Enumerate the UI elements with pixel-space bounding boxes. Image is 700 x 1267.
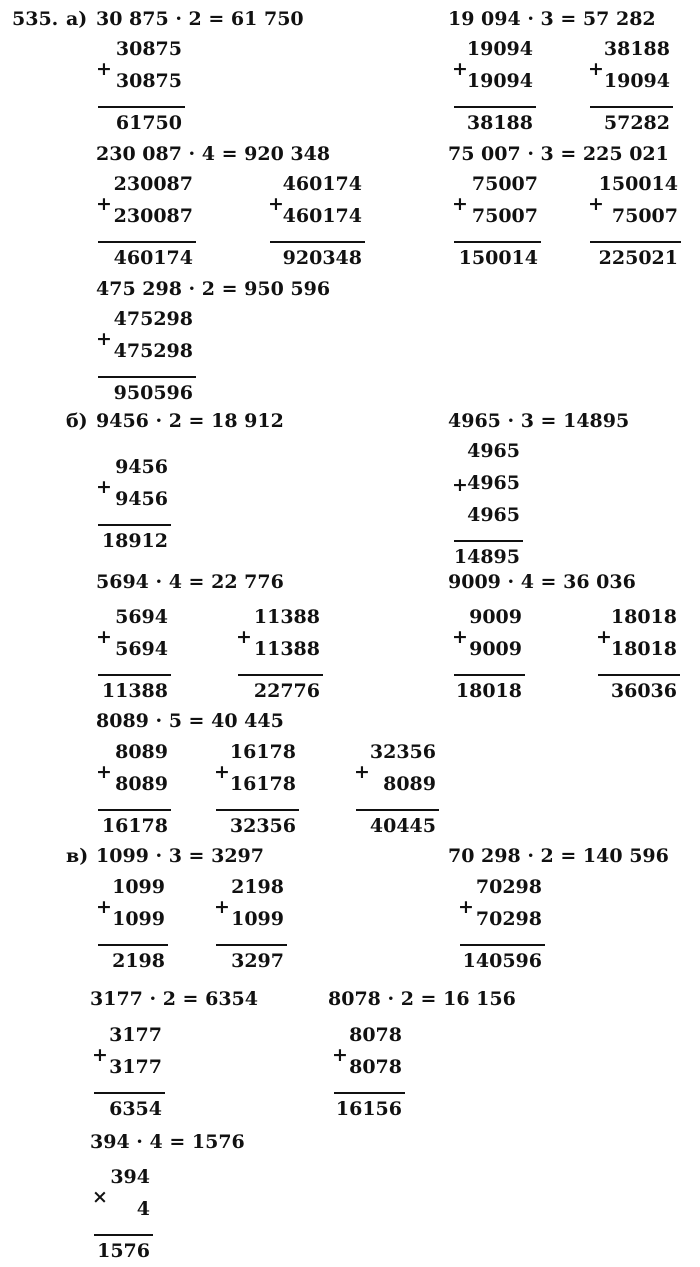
operand: 460174 [282,173,362,195]
sum-line [98,524,171,526]
equation: 9456 · 2 = 18 912 [96,410,284,432]
plus-sign: + [268,193,284,215]
equation: 9009 · 4 = 36 036 [448,571,636,593]
sum-line [454,241,541,243]
operand: 1099 [231,908,284,930]
plus-sign: + [354,761,370,783]
sum-line [94,1092,165,1094]
result: 22776 [253,680,320,702]
operand: 9009 [469,606,522,628]
sum-line [356,809,439,811]
sum-line [216,944,287,946]
result: 57282 [603,112,670,134]
operand: 5694 [115,606,168,628]
part-label-a: а) [66,8,88,30]
sum-line [98,809,171,811]
operand: 30875 [115,70,182,92]
equation: 8089 · 5 = 40 445 [96,710,284,732]
result: 16156 [335,1098,402,1120]
result: 36036 [610,680,677,702]
equation: 394 · 4 = 1576 [90,1131,245,1153]
equation: 4965 · 3 = 14895 [448,410,630,432]
operand: 16178 [229,741,296,763]
result: 32356 [229,815,296,837]
equation: 19 094 · 3 = 57 282 [448,8,656,30]
operand: 230087 [113,173,193,195]
plus-sign: + [332,1044,348,1066]
part-label-b: б) [66,410,88,432]
operand: 1099 [112,908,165,930]
operand: 75007 [471,173,538,195]
operand: 11388 [253,606,320,628]
equation: 70 298 · 2 = 140 596 [448,845,669,867]
operand: 150014 [598,173,678,195]
operand: 8078 [349,1056,402,1078]
equation: 1099 · 3 = 3297 [96,845,264,867]
operand: 1099 [112,876,165,898]
plus-sign: + [96,476,112,498]
equation: 75 007 · 3 = 225 021 [448,143,669,165]
result: 11388 [101,680,168,702]
operand: 18018 [610,638,677,660]
operand: 9456 [115,488,168,510]
plus-sign: + [458,896,474,918]
part-label-v: в) [66,845,89,867]
plus-sign: + [96,896,112,918]
result: 6354 [109,1098,162,1120]
result: 61750 [115,112,182,134]
sum-line [98,674,171,676]
equation: 8078 · 2 = 16 156 [328,988,516,1010]
operand: 3177 [109,1056,162,1078]
operand: 4965 [467,472,520,494]
result: 1576 [97,1240,150,1262]
operand: 18018 [610,606,677,628]
sum-line [454,540,523,542]
sum-line [454,674,525,676]
operand: 4965 [467,504,520,526]
operand: 75007 [611,205,678,227]
sum-line [460,944,545,946]
operand: 460174 [282,205,362,227]
plus-sign: + [214,761,230,783]
operand: 2198 [231,876,284,898]
operand: 30875 [115,38,182,60]
plus-sign: + [452,58,468,80]
result: 38188 [466,112,533,134]
problem-number: 535. [12,8,59,30]
result: 40445 [369,815,436,837]
sum-line [98,376,196,378]
result: 225021 [598,247,678,269]
plus-sign: + [96,626,112,648]
operand: 32356 [369,741,436,763]
sum-line [590,106,673,108]
result: 16178 [101,815,168,837]
operand: 70298 [475,876,542,898]
operand: 394 [110,1166,150,1188]
plus-sign: + [452,474,468,496]
multiply-sign: × [92,1186,108,1208]
operand: 70298 [475,908,542,930]
result: 920348 [282,247,362,269]
plus-sign: + [214,896,230,918]
operand: 11388 [253,638,320,660]
operand: 19094 [603,70,670,92]
result: 460174 [113,247,193,269]
operand: 8089 [115,741,168,763]
plus-sign: + [452,626,468,648]
plus-sign: + [596,626,612,648]
plus-sign: + [588,58,604,80]
result: 18018 [455,680,522,702]
sum-line [270,241,365,243]
operand: 8089 [383,773,436,795]
plus-sign: + [96,328,112,350]
operand: 8078 [349,1024,402,1046]
sum-line [334,1092,405,1094]
result: 2198 [112,950,165,972]
equation: 475 298 · 2 = 950 596 [96,278,331,300]
equation: 230 087 · 4 = 920 348 [96,143,331,165]
operand: 38188 [603,38,670,60]
result: 950596 [113,382,193,404]
sum-line [216,809,299,811]
operand: 3177 [109,1024,162,1046]
operand: 16178 [229,773,296,795]
result: 140596 [462,950,542,972]
operand: 9456 [115,456,168,478]
equation: 5694 · 4 = 22 776 [96,571,284,593]
sum-line [598,674,680,676]
operand: 19094 [466,38,533,60]
sum-line [454,106,536,108]
result: 18912 [101,530,168,552]
sum-line [238,674,323,676]
operand: 9009 [469,638,522,660]
operand: 475298 [113,340,193,362]
operand: 75007 [471,205,538,227]
plus-sign: + [96,761,112,783]
sum-line [98,241,196,243]
operand: 230087 [113,205,193,227]
equation: 3177 · 2 = 6354 [90,988,258,1010]
plus-sign: + [588,193,604,215]
operand: 4 [136,1198,150,1220]
result: 3297 [231,950,284,972]
plus-sign: + [96,58,112,80]
sum-line [94,1234,153,1236]
operand: 475298 [113,308,193,330]
plus-sign: + [236,626,252,648]
operand: 5694 [115,638,168,660]
plus-sign: + [452,193,468,215]
plus-sign: + [92,1044,108,1066]
equation: 30 875 · 2 = 61 750 [96,8,304,30]
sum-line [98,106,185,108]
result: 150014 [458,247,538,269]
result: 14895 [453,546,520,568]
sum-line [98,944,168,946]
operand: 4965 [467,440,520,462]
operand: 8089 [115,773,168,795]
sum-line [590,241,681,243]
plus-sign: + [96,193,112,215]
operand: 19094 [466,70,533,92]
